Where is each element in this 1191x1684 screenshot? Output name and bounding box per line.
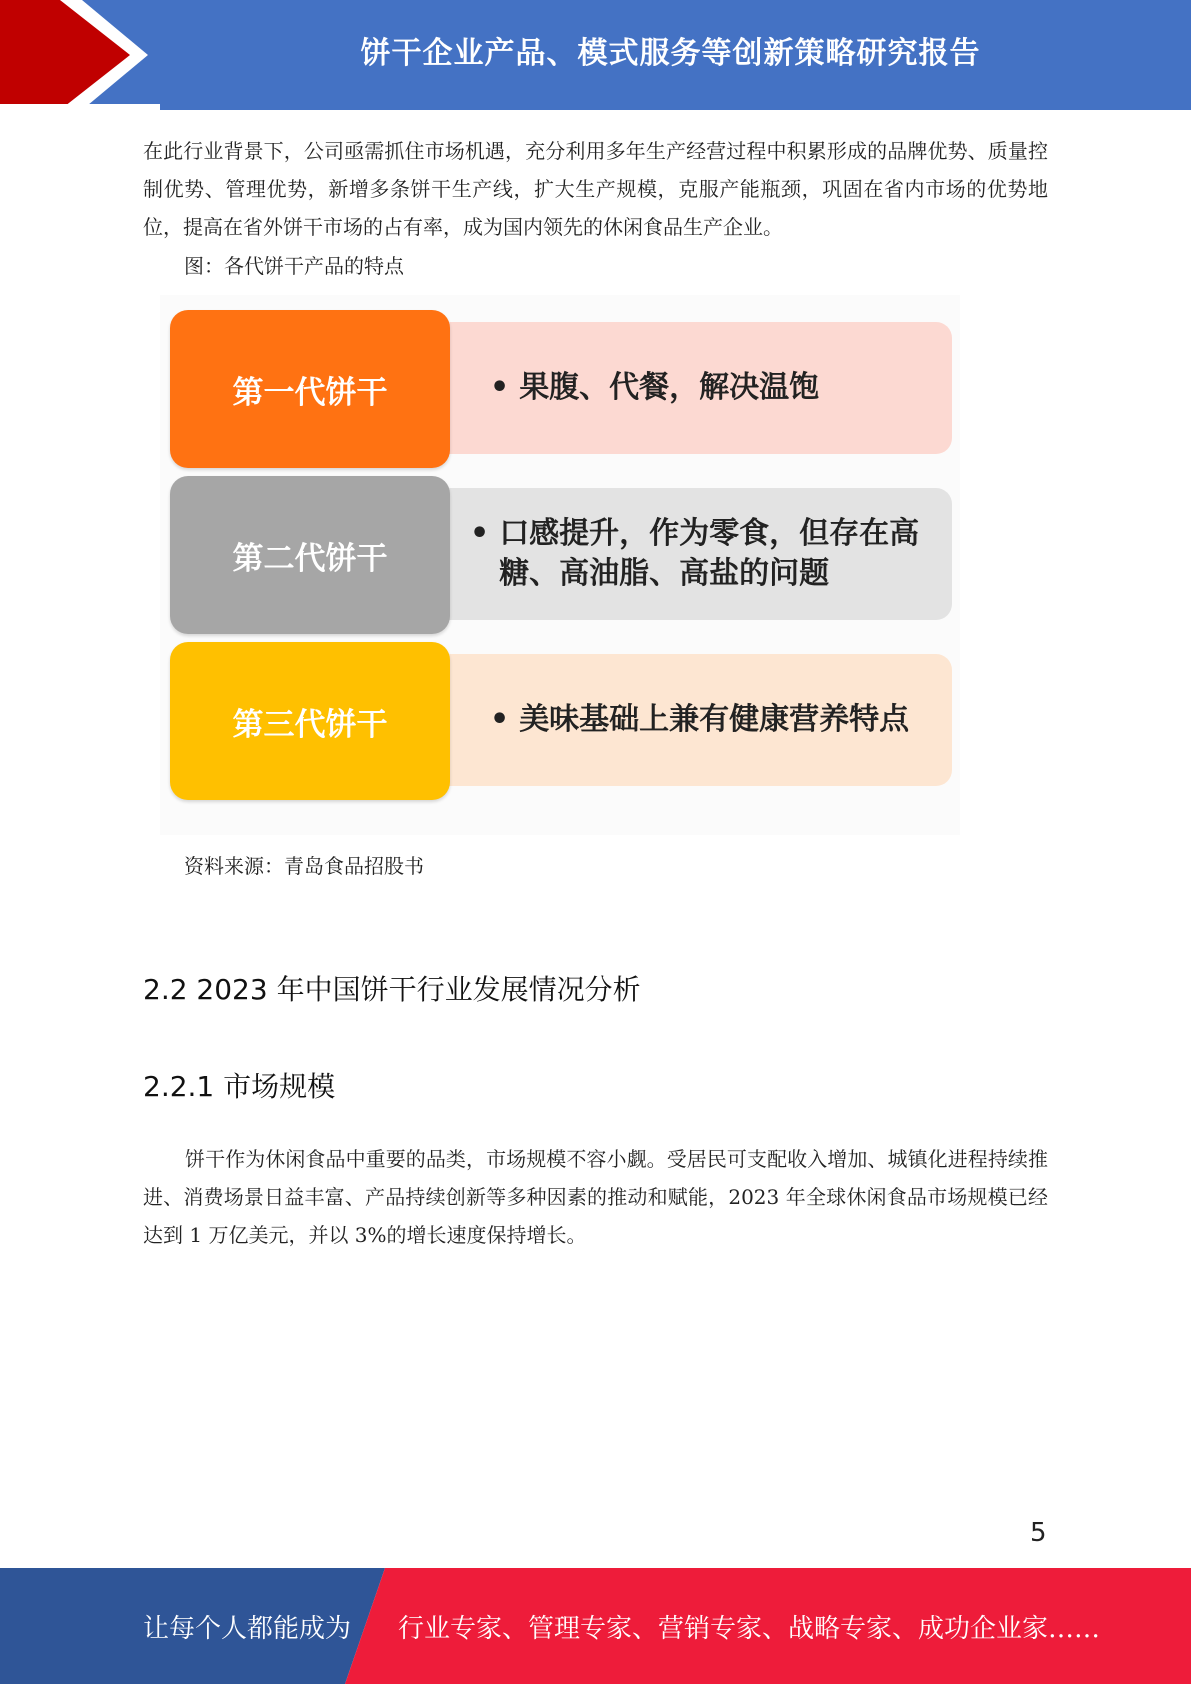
header-banner xyxy=(0,0,1191,110)
subsection-heading: 2.2.1 市场规模 xyxy=(143,1070,336,1103)
section-heading: 2.2 2023 年中国饼干行业发展情况分析 xyxy=(143,973,641,1006)
generation-1-description-box xyxy=(410,322,952,454)
bullet-icon: • xyxy=(490,702,510,737)
bullet-icon: • xyxy=(470,516,490,551)
figure-source: 资料来源：青岛食品招股书 xyxy=(184,854,424,878)
report-title: 饼干企业产品、模式服务等创新策略研究报告 xyxy=(360,36,981,71)
footer-slogan-right: 行业专家、管理专家、营销专家、战略专家、成功企业家…… xyxy=(398,1613,1101,1644)
body-paragraph-2: 饼干作为休闲食品中重要的品类，市场规模不容小觑。受居民可支配收入增加、城镇化进程持续推进、消费场景日益丰富、产品持续创新等多种因素的推动和赋能，2023 年全球休闲食品市场规模已经达到 1 万亿美元，并以 3%的增长速度保持增长。 xyxy=(143,1147,1048,1247)
figure-caption: 图：各代饼干产品的特点 xyxy=(184,254,404,278)
body-paragraph-1: 在此行业背景下，公司亟需抓住市场机遇，充分利用多年生产经营过程中积累形成的品牌优势、质量控制优势、管理优势，新增多条饼干生产线，扩大生产规模，克服产能瓶颈，巩固在省内市场的优势地位，提高在省外饼干市场的占有率，成为国内领先的休闲食品生产企业。 xyxy=(143,139,1048,239)
bullet-icon: • xyxy=(490,370,510,405)
footer-banner xyxy=(0,1568,1191,1684)
generation-2-label: 第二代饼干 xyxy=(170,476,450,634)
generation-1-description: 果腹、代餐，解决温饱 xyxy=(519,370,820,405)
generation-3-description: 美味基础上兼有健康营养特点 xyxy=(519,702,910,737)
biscuit-generations-figure xyxy=(160,295,960,835)
page-number: 5 xyxy=(1030,1518,1047,1548)
footer-slogan-left: 让每个人都能成为 xyxy=(143,1613,352,1644)
generation-2-description-box xyxy=(410,488,952,620)
generation-row-3 xyxy=(170,642,960,800)
generation-row-2 xyxy=(170,476,960,634)
generation-3-description-box xyxy=(410,654,952,786)
generation-1-label: 第一代饼干 xyxy=(170,310,450,468)
generation-row-1 xyxy=(170,310,960,468)
generation-2-description: 口感提升，作为零食，但存在高糖、高油脂、高盐的问题 xyxy=(499,516,920,591)
header-arrow-decoration xyxy=(0,0,160,110)
generation-3-label: 第三代饼干 xyxy=(170,642,450,800)
